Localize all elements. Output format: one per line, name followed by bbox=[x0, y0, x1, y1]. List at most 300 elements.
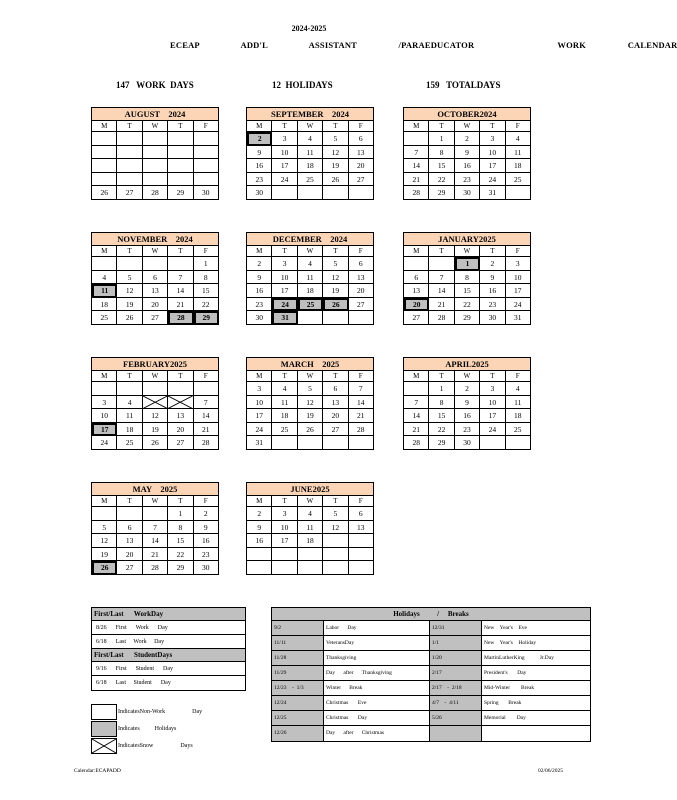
day-cell: 13 bbox=[349, 521, 374, 535]
holiday-row bbox=[272, 726, 590, 741]
holiday-row bbox=[272, 621, 590, 636]
day-cell: 25 bbox=[117, 436, 142, 450]
day-cell: 1 bbox=[429, 132, 454, 146]
day-cell: 10 bbox=[480, 396, 505, 410]
month-block bbox=[403, 107, 531, 200]
day-cell: 8 bbox=[168, 521, 193, 535]
day-cell: 27 bbox=[168, 436, 193, 450]
holiday-date bbox=[430, 726, 482, 741]
weekday-header: F bbox=[349, 246, 374, 257]
month-block bbox=[91, 107, 219, 200]
weekday-header: M bbox=[404, 371, 429, 382]
day-cell: 5 bbox=[323, 257, 348, 271]
month-title: MARCH 2025 bbox=[246, 357, 374, 371]
day-cell bbox=[92, 159, 117, 173]
day-cell: 26 bbox=[323, 298, 348, 312]
day-cell: 21 bbox=[194, 423, 219, 437]
day-cell: 15 bbox=[168, 534, 193, 548]
snow-cross-icon bbox=[168, 396, 192, 409]
day-cell: 24 bbox=[272, 298, 297, 312]
day-cell: 11 bbox=[298, 521, 323, 535]
day-cell: 15 bbox=[429, 409, 454, 423]
holiday-name: Winter Break bbox=[324, 681, 430, 695]
day-cell: 4 bbox=[117, 396, 142, 410]
day-cell bbox=[117, 257, 142, 271]
day-cell: 24 bbox=[247, 423, 272, 437]
day-cell: 20 bbox=[404, 298, 429, 312]
holidays-table-header: Holidays / Breaks bbox=[272, 608, 590, 621]
day-cell: 5 bbox=[323, 507, 348, 521]
day-cell: 16 bbox=[194, 534, 219, 548]
day-cell bbox=[168, 146, 193, 160]
day-cell bbox=[404, 382, 429, 396]
day-cell bbox=[117, 132, 142, 146]
month-grid bbox=[91, 121, 219, 200]
day-cell: 20 bbox=[323, 409, 348, 423]
weekday-header: T bbox=[117, 121, 142, 132]
holiday-name: MartinLutherKing Jr.Day bbox=[484, 655, 554, 661]
workday-box bbox=[91, 607, 246, 650]
day-cell bbox=[92, 507, 117, 521]
day-cell bbox=[143, 396, 168, 410]
holiday-row bbox=[272, 711, 590, 726]
day-cell: 24 bbox=[92, 436, 117, 450]
day-cell: 19 bbox=[92, 548, 117, 562]
day-cell: 28 bbox=[429, 311, 454, 325]
day-cell: 20 bbox=[143, 298, 168, 312]
day-cell: 8 bbox=[429, 396, 454, 410]
day-cell: 29 bbox=[455, 311, 480, 325]
day-cell: 7 bbox=[404, 146, 429, 160]
holiday-date: 11/29 bbox=[272, 666, 324, 680]
day-cell: 23 bbox=[455, 423, 480, 437]
day-cell: 17 bbox=[480, 159, 505, 173]
holiday-date: 4/7 - 4/11 bbox=[430, 696, 482, 710]
holiday-name: Memorial Day bbox=[484, 715, 526, 721]
day-cell bbox=[168, 257, 193, 271]
day-cell: 2 bbox=[480, 257, 505, 271]
holidays-count: 12 HOLIDAYS bbox=[272, 80, 333, 90]
day-cell: 19 bbox=[143, 423, 168, 437]
day-cell: 16 bbox=[455, 159, 480, 173]
day-cell: 8 bbox=[429, 146, 454, 160]
day-cell: 10 bbox=[272, 146, 297, 160]
weekday-header: F bbox=[506, 246, 531, 257]
day-cell bbox=[323, 186, 348, 200]
month-block bbox=[246, 482, 374, 575]
holiday-name bbox=[482, 726, 588, 741]
year-title: 2024-2025 bbox=[291, 24, 327, 33]
day-cell: 4 bbox=[506, 132, 531, 146]
holiday-date: 1/20 bbox=[430, 651, 482, 665]
weekday-header: W bbox=[143, 246, 168, 257]
month-grid bbox=[246, 246, 374, 325]
day-cell bbox=[143, 173, 168, 187]
day-cell: 9 bbox=[194, 521, 219, 535]
snow-cross-icon bbox=[92, 739, 116, 753]
weekday-header: T bbox=[168, 121, 193, 132]
day-cell bbox=[349, 534, 374, 548]
last-student-day: 6/18 Last Student Day bbox=[96, 680, 171, 686]
day-cell: 7 bbox=[168, 271, 193, 285]
holiday-name: Christmas Eve bbox=[324, 696, 430, 710]
day-cell: 17 bbox=[92, 423, 117, 437]
day-cell: 21 bbox=[349, 409, 374, 423]
day-cell: 14 bbox=[404, 159, 429, 173]
holiday-swatch bbox=[91, 721, 117, 737]
day-cell: 4 bbox=[272, 382, 297, 396]
day-cell bbox=[143, 146, 168, 160]
day-cell: 18 bbox=[298, 534, 323, 548]
day-cell: 11 bbox=[298, 271, 323, 285]
day-cell: 30 bbox=[194, 186, 219, 200]
month-block bbox=[246, 357, 374, 450]
day-cell: 4 bbox=[298, 132, 323, 146]
day-cell: 27 bbox=[117, 561, 142, 575]
day-cell: 18 bbox=[506, 409, 531, 423]
day-cell: 23 bbox=[247, 173, 272, 187]
weekday-header: M bbox=[247, 371, 272, 382]
weekday-header: T bbox=[323, 246, 348, 257]
weekday-header: W bbox=[143, 371, 168, 382]
day-cell: 4 bbox=[506, 382, 531, 396]
day-cell bbox=[298, 561, 323, 575]
day-cell: 8 bbox=[194, 271, 219, 285]
day-cell: 28 bbox=[349, 423, 374, 437]
day-cell: 13 bbox=[143, 284, 168, 298]
day-cell: 28 bbox=[194, 436, 219, 450]
day-cell bbox=[92, 382, 117, 396]
day-cell: 4 bbox=[298, 257, 323, 271]
day-cell: 13 bbox=[349, 146, 374, 160]
weekday-header: T bbox=[272, 121, 297, 132]
month-grid bbox=[246, 371, 374, 450]
month-block bbox=[91, 357, 219, 450]
day-cell: 17 bbox=[272, 159, 297, 173]
day-cell bbox=[194, 159, 219, 173]
day-cell: 16 bbox=[247, 534, 272, 548]
day-cell: 19 bbox=[298, 409, 323, 423]
month-block bbox=[403, 357, 531, 450]
day-cell: 18 bbox=[117, 423, 142, 437]
month-grid bbox=[403, 121, 531, 200]
day-cell: 11 bbox=[272, 396, 297, 410]
month-grid bbox=[91, 246, 219, 325]
day-cell: 30 bbox=[455, 436, 480, 450]
day-cell: 19 bbox=[323, 284, 348, 298]
day-cell: 5 bbox=[92, 521, 117, 535]
day-cell: 26 bbox=[92, 561, 117, 575]
day-cell: 22 bbox=[429, 423, 454, 437]
day-cell: 24 bbox=[480, 173, 505, 187]
weekday-header: W bbox=[143, 496, 168, 507]
day-cell bbox=[168, 159, 193, 173]
day-cell bbox=[117, 507, 142, 521]
weekday-header: W bbox=[298, 246, 323, 257]
day-cell: 30 bbox=[455, 186, 480, 200]
day-cell: 10 bbox=[506, 271, 531, 285]
holiday-name: VeteransDay bbox=[324, 636, 430, 650]
weekday-header: T bbox=[323, 121, 348, 132]
holiday-name: Day after Christmas bbox=[324, 726, 430, 741]
weekday-header: T bbox=[323, 371, 348, 382]
day-cell: 27 bbox=[323, 423, 348, 437]
day-cell: 25 bbox=[298, 298, 323, 312]
weekday-header: F bbox=[349, 121, 374, 132]
day-cell: 16 bbox=[247, 284, 272, 298]
day-cell: 24 bbox=[506, 298, 531, 312]
total-days-count: 159 TOTALDAYS bbox=[426, 80, 501, 90]
day-cell: 29 bbox=[168, 561, 193, 575]
day-cell: 21 bbox=[404, 173, 429, 187]
day-cell: 20 bbox=[349, 159, 374, 173]
day-cell: 31 bbox=[272, 311, 297, 325]
day-cell: 21 bbox=[404, 423, 429, 437]
day-cell: 25 bbox=[272, 423, 297, 437]
weekday-header: T bbox=[117, 371, 142, 382]
month-block bbox=[246, 107, 374, 200]
day-cell bbox=[92, 146, 117, 160]
day-cell: 9 bbox=[480, 271, 505, 285]
key-snow-label: IndicatesSnow Days bbox=[118, 743, 193, 749]
weekday-header: F bbox=[194, 246, 219, 257]
day-cell: 28 bbox=[143, 561, 168, 575]
day-cell: 29 bbox=[429, 436, 454, 450]
day-cell: 20 bbox=[117, 548, 142, 562]
month-title: NOVEMBER 2024 bbox=[91, 232, 219, 246]
month-block bbox=[403, 232, 531, 325]
day-cell: 23 bbox=[480, 298, 505, 312]
day-cell: 10 bbox=[480, 146, 505, 160]
footer-right: 02/06/2025 bbox=[538, 768, 564, 774]
day-cell: 3 bbox=[247, 382, 272, 396]
day-cell bbox=[168, 396, 193, 410]
day-cell bbox=[272, 548, 297, 562]
day-cell: 5 bbox=[117, 271, 142, 285]
day-cell: 25 bbox=[506, 423, 531, 437]
day-cell: 23 bbox=[194, 548, 219, 562]
day-cell: 14 bbox=[168, 284, 193, 298]
holiday-date: 12/24 bbox=[272, 696, 324, 710]
weekday-header: F bbox=[194, 371, 219, 382]
day-cell: 7 bbox=[349, 382, 374, 396]
weekday-header: T bbox=[480, 371, 505, 382]
nonwork-swatch bbox=[91, 704, 117, 720]
day-cell: 14 bbox=[429, 284, 454, 298]
day-cell: 26 bbox=[298, 423, 323, 437]
day-cell: 7 bbox=[404, 396, 429, 410]
day-cell: 18 bbox=[298, 159, 323, 173]
day-cell: 9 bbox=[247, 521, 272, 535]
snow-swatch bbox=[91, 738, 117, 754]
day-cell bbox=[404, 132, 429, 146]
day-cell: 10 bbox=[272, 271, 297, 285]
day-cell: 13 bbox=[168, 409, 193, 423]
holiday-row bbox=[272, 696, 590, 711]
day-cell bbox=[349, 548, 374, 562]
day-cell: 26 bbox=[92, 186, 117, 200]
day-cell bbox=[92, 173, 117, 187]
weekday-header: F bbox=[506, 371, 531, 382]
day-cell bbox=[194, 132, 219, 146]
day-cell: 15 bbox=[194, 284, 219, 298]
weekday-header: T bbox=[429, 246, 454, 257]
month-title: JUNE2025 bbox=[246, 482, 374, 496]
day-cell: 9 bbox=[455, 146, 480, 160]
calendar-title: ECEAP ADD'L ASSISTANT /PARAEDUCATOR WORK CALENDAR bbox=[170, 40, 677, 50]
day-cell: 6 bbox=[404, 271, 429, 285]
day-cell: 28 bbox=[404, 186, 429, 200]
weekday-header: M bbox=[404, 121, 429, 132]
day-cell: 23 bbox=[455, 173, 480, 187]
day-cell bbox=[404, 257, 429, 271]
weekday-header: W bbox=[143, 121, 168, 132]
day-cell: 11 bbox=[92, 284, 117, 298]
weekday-header: T bbox=[480, 246, 505, 257]
day-cell bbox=[323, 436, 348, 450]
day-cell: 10 bbox=[272, 521, 297, 535]
day-cell bbox=[168, 132, 193, 146]
weekday-header: T bbox=[168, 371, 193, 382]
weekday-header: F bbox=[506, 121, 531, 132]
day-cell: 12 bbox=[117, 284, 142, 298]
weekday-header: M bbox=[92, 371, 117, 382]
day-cell: 12 bbox=[298, 396, 323, 410]
weekday-header: F bbox=[349, 371, 374, 382]
day-cell: 6 bbox=[349, 507, 374, 521]
day-cell: 7 bbox=[429, 271, 454, 285]
day-cell: 26 bbox=[117, 311, 142, 325]
day-cell bbox=[429, 257, 454, 271]
day-cell: 21 bbox=[143, 548, 168, 562]
day-cell bbox=[323, 548, 348, 562]
day-cell: 14 bbox=[143, 534, 168, 548]
day-cell bbox=[143, 132, 168, 146]
weekday-header: T bbox=[429, 121, 454, 132]
day-cell: 8 bbox=[455, 271, 480, 285]
day-cell: 11 bbox=[298, 146, 323, 160]
day-cell: 2 bbox=[247, 132, 272, 146]
holiday-name: President's Day bbox=[484, 670, 527, 676]
weekday-header: T bbox=[429, 371, 454, 382]
snow-cross-icon bbox=[143, 396, 167, 409]
weekday-header: T bbox=[117, 246, 142, 257]
day-cell: 6 bbox=[349, 257, 374, 271]
day-cell: 20 bbox=[168, 423, 193, 437]
day-cell: 25 bbox=[506, 173, 531, 187]
weekday-header: M bbox=[404, 246, 429, 257]
key-nonwork-label: IndicatesNon-Work Day bbox=[118, 709, 203, 715]
day-cell: 11 bbox=[117, 409, 142, 423]
day-cell: 15 bbox=[429, 159, 454, 173]
weekday-header: M bbox=[247, 496, 272, 507]
holidays-table bbox=[271, 607, 591, 742]
day-cell bbox=[143, 382, 168, 396]
day-cell: 13 bbox=[404, 284, 429, 298]
month-title: JANUARY2025 bbox=[403, 232, 531, 246]
day-cell bbox=[349, 561, 374, 575]
weekday-header: M bbox=[247, 121, 272, 132]
day-cell bbox=[298, 186, 323, 200]
day-cell: 22 bbox=[168, 548, 193, 562]
day-cell: 31 bbox=[506, 311, 531, 325]
holiday-row bbox=[272, 681, 590, 696]
holiday-date: 2/17 bbox=[430, 666, 482, 680]
day-cell bbox=[194, 382, 219, 396]
weekday-header: M bbox=[92, 246, 117, 257]
day-cell: 2 bbox=[247, 507, 272, 521]
day-cell: 10 bbox=[92, 409, 117, 423]
day-cell: 18 bbox=[298, 284, 323, 298]
holiday-date: 1/1 bbox=[430, 636, 482, 650]
day-cell bbox=[117, 382, 142, 396]
first-work-day: 8/26 First Work Day bbox=[92, 621, 245, 635]
day-cell: 27 bbox=[349, 173, 374, 187]
day-cell: 2 bbox=[247, 257, 272, 271]
last-work-day: 6/18 Last Work Day bbox=[96, 639, 165, 645]
weekday-header: T bbox=[272, 371, 297, 382]
day-cell bbox=[506, 186, 531, 200]
day-cell: 30 bbox=[194, 561, 219, 575]
day-cell: 13 bbox=[349, 271, 374, 285]
holiday-date: 12/25 bbox=[272, 711, 324, 725]
day-cell: 30 bbox=[247, 186, 272, 200]
day-cell: 6 bbox=[349, 132, 374, 146]
holiday-date: 2/17 - 2/18 bbox=[430, 681, 482, 695]
day-cell bbox=[143, 257, 168, 271]
month-block bbox=[91, 482, 219, 575]
day-cell: 17 bbox=[272, 534, 297, 548]
day-cell: 23 bbox=[247, 298, 272, 312]
day-cell: 2 bbox=[455, 132, 480, 146]
day-cell bbox=[247, 548, 272, 562]
day-cell: 13 bbox=[323, 396, 348, 410]
weekday-header: W bbox=[298, 496, 323, 507]
weekday-header: M bbox=[92, 121, 117, 132]
holiday-name: Mid-Winter Break bbox=[484, 685, 535, 691]
weekday-header: M bbox=[92, 496, 117, 507]
day-cell: 11 bbox=[506, 146, 531, 160]
weekday-header: M bbox=[247, 246, 272, 257]
day-cell: 25 bbox=[298, 173, 323, 187]
day-cell: 16 bbox=[455, 409, 480, 423]
weekday-header: W bbox=[455, 371, 480, 382]
day-cell bbox=[168, 382, 193, 396]
studentday-box-header: First/Last StudentDays bbox=[92, 649, 245, 662]
weekday-header: T bbox=[480, 121, 505, 132]
holiday-name: Labor Day bbox=[324, 621, 430, 635]
day-cell: 3 bbox=[272, 257, 297, 271]
day-cell bbox=[298, 548, 323, 562]
weekday-header: W bbox=[298, 121, 323, 132]
holiday-date: 12/26 bbox=[272, 726, 324, 741]
day-cell bbox=[194, 146, 219, 160]
day-cell: 6 bbox=[143, 271, 168, 285]
day-cell: 12 bbox=[143, 409, 168, 423]
weekday-header: T bbox=[168, 246, 193, 257]
day-cell: 4 bbox=[92, 271, 117, 285]
holiday-date: 11/28 bbox=[272, 651, 324, 665]
day-cell bbox=[480, 436, 505, 450]
day-cell: 3 bbox=[480, 382, 505, 396]
day-cell bbox=[117, 146, 142, 160]
day-cell: 21 bbox=[168, 298, 193, 312]
day-cell bbox=[323, 534, 348, 548]
day-cell: 5 bbox=[323, 132, 348, 146]
day-cell: 30 bbox=[247, 311, 272, 325]
month-title: MAY 2025 bbox=[91, 482, 219, 496]
day-cell bbox=[349, 311, 374, 325]
